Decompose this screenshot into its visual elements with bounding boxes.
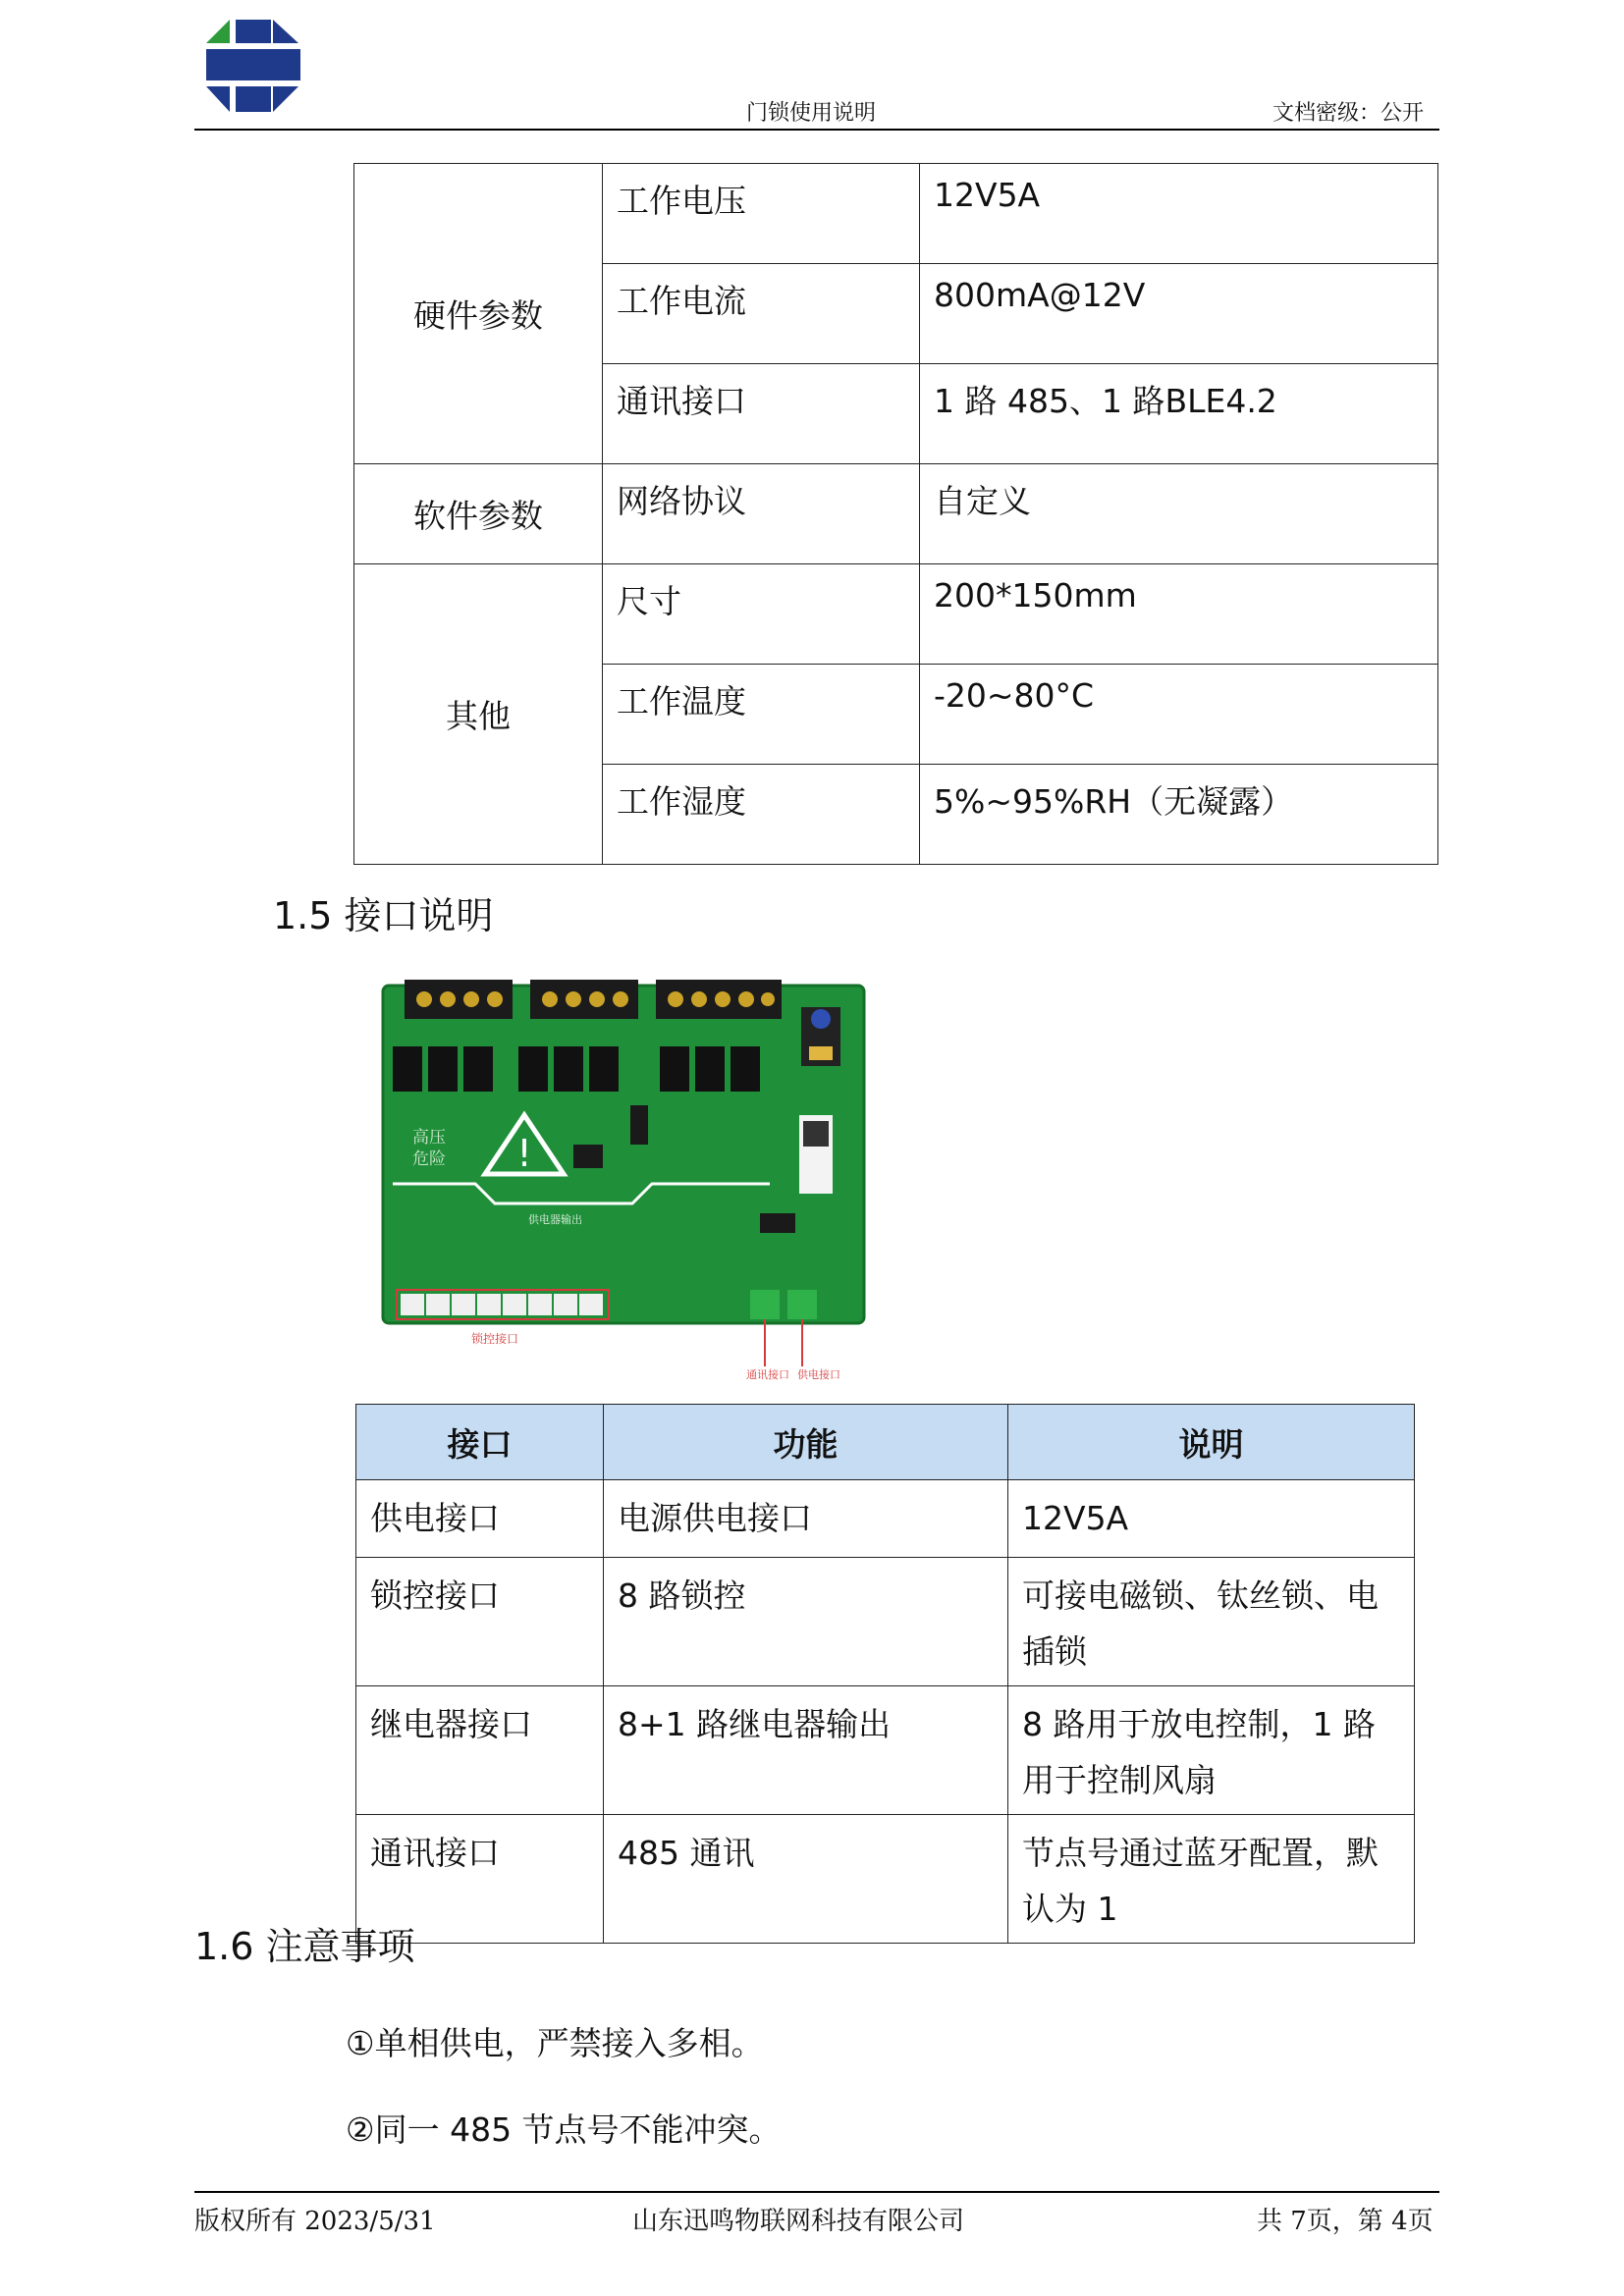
interface-name: 继电器接口 (356, 1686, 604, 1815)
footer-copyright: 版权所有 2023/5/31 (194, 2207, 436, 2236)
interface-desc: 节点号通过蓝牙配置，默认为 1 (1008, 1815, 1415, 1944)
spec-group-name: 其他 (354, 564, 603, 865)
header-classification: 文档密级：公开 (1272, 101, 1425, 126)
callout-comm: 通讯接口 (746, 1368, 789, 1381)
interface-name: 供电接口 (356, 1480, 604, 1558)
spec-value: 5%~95%RH（无凝露） (920, 765, 1438, 865)
interface-header: 接口 (356, 1405, 604, 1480)
interface-function: 8+1 路继电器输出 (604, 1686, 1008, 1815)
note-item: ①单相供电，严禁接入多相。 (346, 2024, 764, 2062)
callout-power: 供电接口 (797, 1368, 840, 1381)
table-row (356, 1558, 1415, 1686)
spec-param: 工作电压 (603, 164, 920, 264)
silk-label: 供电器输出 (528, 1213, 582, 1226)
interface-table (355, 1404, 1415, 1944)
section-title-notes: 1.6 注意事项 (194, 1925, 415, 1968)
interface-name: 通讯接口 (356, 1815, 604, 1944)
table-row (356, 1480, 1415, 1558)
spec-value: 自定义 (920, 464, 1438, 564)
footer-divider (194, 2191, 1439, 2193)
interface-name: 锁控接口 (356, 1558, 604, 1686)
header-divider (194, 129, 1439, 131)
interface-header: 功能 (604, 1405, 1008, 1480)
interface-function: 8 路锁控 (604, 1558, 1008, 1686)
note-item: ②同一 485 节点号不能冲突。 (346, 2110, 782, 2149)
company-logo (200, 14, 306, 116)
spec-table (353, 163, 1438, 865)
interface-desc: 可接电磁锁、钛丝锁、电插锁 (1008, 1558, 1415, 1686)
spec-param: 尺寸 (603, 564, 920, 665)
warning-text-danger: 危险 (412, 1149, 446, 1169)
footer-page-number: 共 7页，第 4页 (1257, 2207, 1434, 2236)
controller-board-photo (377, 978, 872, 1382)
svg-text:!: ! (516, 1132, 532, 1175)
spec-value: -20~80°C (920, 665, 1438, 765)
spec-param: 工作温度 (603, 665, 920, 765)
spec-param: 通讯接口 (603, 364, 920, 464)
header-doc-title: 门锁使用说明 (746, 101, 877, 126)
table-row (356, 1686, 1415, 1815)
interface-function: 485 通讯 (604, 1815, 1008, 1944)
callout-lock: 锁控接口 (471, 1332, 519, 1346)
spec-group-name: 软件参数 (354, 464, 603, 564)
spec-param: 工作电流 (603, 264, 920, 364)
warning-text-high-voltage: 高压 (412, 1128, 446, 1148)
spec-param: 工作湿度 (603, 765, 920, 865)
spec-value: 1 路 485、1 路BLE4.2 (920, 364, 1438, 464)
spec-param: 网络协议 (603, 464, 920, 564)
interface-desc: 8 路用于放电控制，1 路用于控制风扇 (1008, 1686, 1415, 1815)
spec-value: 200*150mm (920, 564, 1438, 665)
section-title-interfaces: 1.5 接口说明 (273, 894, 494, 937)
table-row (356, 1815, 1415, 1944)
interface-function: 电源供电接口 (604, 1480, 1008, 1558)
spec-group-name: 硬件参数 (354, 164, 603, 464)
spec-value: 800mA@12V (920, 264, 1438, 364)
footer-company: 山东迅鸣物联网科技有限公司 (632, 2207, 965, 2236)
interface-header: 说明 (1008, 1405, 1415, 1480)
spec-value: 12V5A (920, 164, 1438, 264)
interface-desc: 12V5A (1008, 1480, 1415, 1558)
